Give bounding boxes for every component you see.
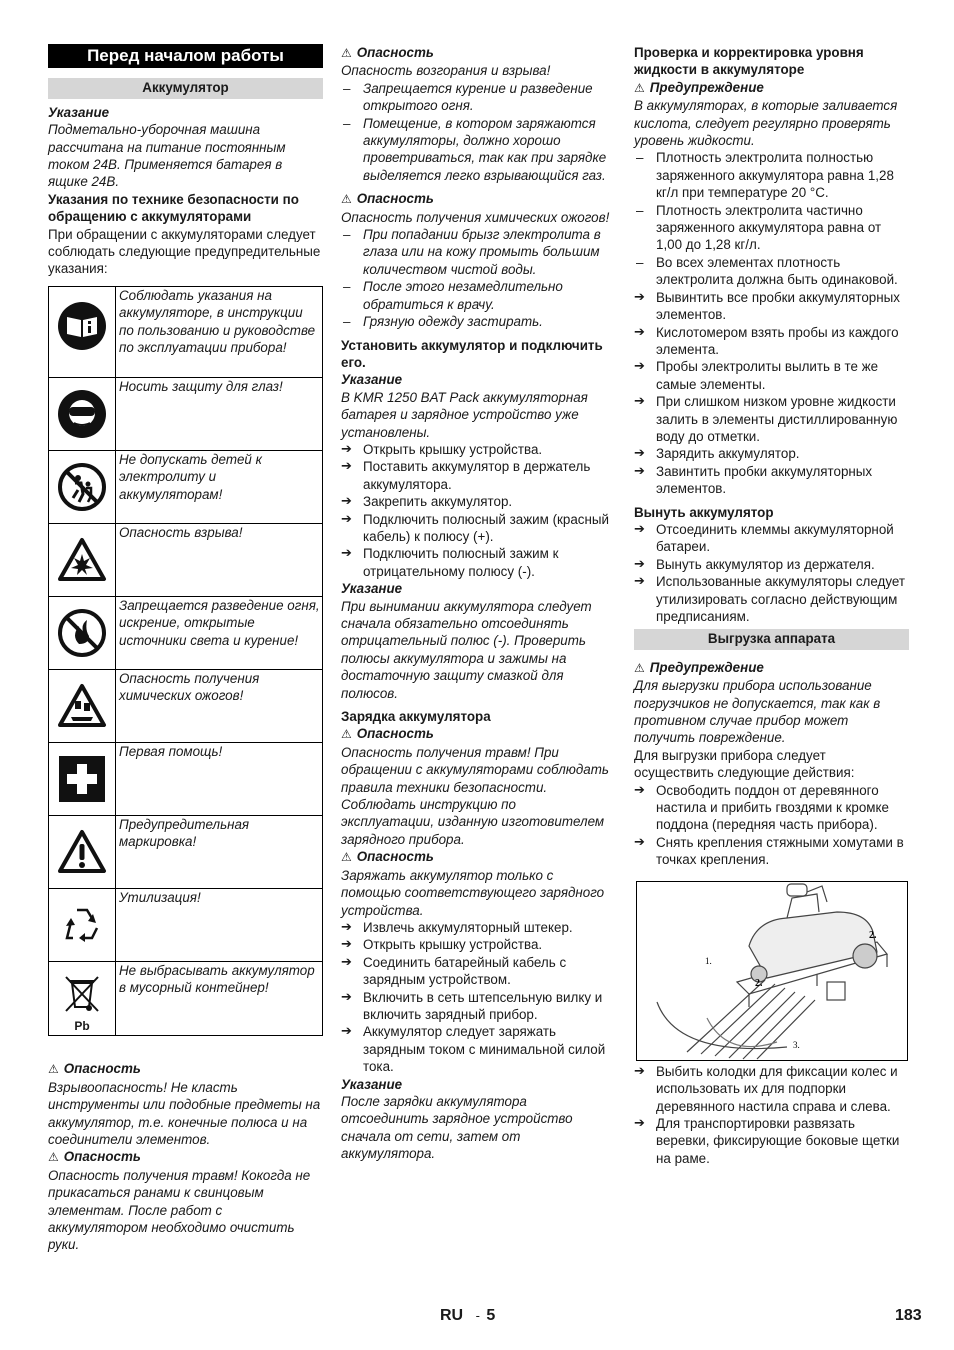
step-item: ➔ Подключить полюсный зажим к отрицательному полюсу (-). — [341, 545, 611, 580]
step-item: ➔ Вывинтить все пробки аккумуляторных элементов. — [634, 289, 909, 324]
step-item: ➔ При слишком низком уровне жидкости залить в элементы дистиллированную воду до отметки. — [634, 393, 909, 445]
step-item: ➔ Аккумулятор следует заряжать зарядным током с минимальной силой тока. — [341, 1023, 611, 1075]
note-text: При вынимании аккумулятора следует сначала обязательно отсоединять отрицательный полюс (-). Проверить полюсы аккумулятора и зажимы на достаточную защиту смазкой для полюсов. — [341, 598, 592, 701]
danger-list — [341, 80, 611, 184]
warning-triangle-icon: ⚠ — [341, 46, 352, 60]
unloading-figure — [636, 881, 908, 1061]
danger-label: Опасность — [356, 45, 434, 60]
symbol-text: Первая помощь! — [116, 742, 323, 815]
step-item: ➔ Снять крепления стяжными хомутами в точках крепления. — [634, 834, 909, 869]
warning-icon — [49, 816, 115, 888]
danger-list — [341, 226, 611, 330]
symbol-text: Носить защиту для глаз! — [116, 377, 323, 450]
column-1 — [48, 44, 323, 1254]
list-item: – Во всех элементах плотность электролита должна быть одинаковой. — [634, 254, 909, 289]
symbols-table — [48, 286, 323, 1036]
list-item: – После этого незамедлительно обратиться к врачу. — [341, 278, 611, 313]
safety-heading: Указания по технике безопасности по обращению с аккумуляторами — [48, 191, 299, 225]
danger-text: Опасность получения травм! При обращении с аккумуляторами соблюдать правила техники безопасности. Соблюдать инструкцию по эксплуатации, изданную изготовителем зарядного прибора. — [341, 744, 609, 847]
column-3 — [634, 44, 909, 1167]
final-steps — [634, 1063, 909, 1167]
warning-label: Предупреждение — [649, 79, 764, 95]
unload-intro: Для выгрузки прибора следует осуществить следующие действия: — [634, 747, 855, 781]
step-item: ➔ Освободить поддон от деревянного настила и прибить гвоздями к кромке поддона (передняя часть прибора). — [634, 782, 909, 834]
symbol-text: Соблюдать указания на аккумуляторе, в инструкции по пользованию и руководстве по эксплуатации прибора! — [116, 286, 323, 377]
step-item: ➔ Использованные аккумуляторы следует утилизировать согласно действующим предписаниям. — [634, 573, 909, 625]
danger-text: Опасность получения травм! Кокогда не прикасаться ранами к свинцовым элементам. После работ с аккумулятором необходимо очистить руки. — [48, 1167, 311, 1253]
charge-steps — [341, 919, 611, 1076]
goggles-icon — [49, 378, 115, 450]
machine-on-ramp-illustration — [637, 882, 907, 1060]
danger-text: Взрывоопасность! Не класть инструменты или подобные предметы на аккумулятор, т.е. конечные полюса и на соединители элементов. — [48, 1079, 321, 1147]
step-item: ➔ Соединить батарейный кабель с зарядным устройством. — [341, 954, 611, 989]
list-item: – Плотность электролита частично заряженного аккумулятора равна от 1,00 до 1,28 кг/л. — [634, 202, 909, 254]
warning-text: В аккумуляторах, в которые заливается кислота, следует регулярно проверять уровень жидкости. — [634, 98, 898, 149]
note-label: Указание — [341, 1076, 403, 1092]
corrosive-icon — [49, 670, 115, 742]
step-item: ➔ Завинтить пробки аккумуляторных элементов. — [634, 463, 909, 498]
step-item: ➔ Выбить колодки для фиксации колес и использовать их для подпорки деревянного настила справа и слева. — [634, 1063, 909, 1115]
warning-text: Для выгрузки прибора использование погрузчиков не допускается, так как в противном случае прибор может получить повреждение. — [634, 678, 881, 746]
danger-label: Опасность — [356, 849, 434, 865]
unload-steps — [634, 782, 909, 869]
symbol-text: Опасность взрыва! — [116, 523, 323, 596]
check-heading: Проверка и корректировка уровня жидкости в аккумуляторе — [634, 45, 864, 78]
warning-triangle-icon: ⚠ — [48, 1062, 59, 1077]
symbol-row — [49, 961, 323, 1035]
local-page-number: 5 — [486, 1307, 496, 1324]
step-item: ➔ Подключить полюсный зажим (красный кабель) к полюсу (+). — [341, 511, 611, 546]
column-2 — [341, 44, 611, 1163]
step-item: ➔ Вынуть аккумулятор из держателя. — [634, 556, 909, 573]
note-text: В KMR 1250 BAT Pack аккумуляторная батарея и зарядное устройство уже установлены. — [341, 389, 588, 440]
symbol-row — [49, 888, 323, 961]
step-item: ➔ Включить в сеть штепсельную вилку и включить зарядный прибор. — [341, 989, 611, 1024]
manual-icon — [49, 287, 115, 365]
danger-text: Опасность возгорания и взрыва! — [341, 63, 551, 79]
note-text: После зарядки аккумулятора отсоединить зарядное устройство сначала от сети, затем от аккумулятора. — [341, 1093, 573, 1162]
warning-triangle-icon: ⚠ — [634, 80, 645, 95]
install-heading: Установить аккумулятор и подключить его. — [341, 337, 603, 370]
section-heading-battery: Аккумулятор — [48, 78, 323, 98]
charge-heading: Зарядка аккумулятора — [341, 709, 491, 725]
footer-separator: - — [475, 1308, 480, 1323]
symbol-row — [49, 523, 323, 596]
symbol-text: Предупредительная маркировка! — [116, 815, 323, 888]
install-steps — [341, 441, 611, 580]
note-label: Указание — [48, 104, 110, 120]
no-children-icon — [49, 451, 115, 523]
list-item: – Запрещается курение и разведение открытого огня. — [341, 80, 611, 115]
list-item: – Плотность электролита полностью заряженного аккумулятора равна 1,28 кг/л при температуре 20 °C. — [634, 149, 909, 201]
symbol-row — [49, 286, 323, 377]
explosion-icon — [49, 524, 115, 596]
symbol-text: Не допускать детей к электролиту и аккумуляторам! — [116, 450, 323, 523]
warning-triangle-icon: ⚠ — [341, 850, 352, 865]
first-aid-icon — [49, 743, 115, 815]
language-code: RU — [440, 1307, 464, 1324]
warning-triangle-icon: ⚠ — [341, 727, 352, 742]
list-item: – При попадании брызг электролита в глаза или на кожу промыть большим количеством чистой воды. — [341, 226, 611, 278]
figure-label: 3. — [793, 1039, 800, 1050]
symbol-text: Утилизация! — [116, 888, 323, 961]
remove-heading: Вынуть аккумулятор — [634, 504, 774, 520]
warning-triangle-icon: ⚠ — [341, 192, 352, 207]
step-item: ➔ Извлечь аккумуляторный штекер. — [341, 919, 611, 936]
section-heading-unload: Выгрузка аппарата — [634, 629, 909, 649]
step-item: ➔ Зарядить аккумулятор. — [634, 445, 909, 462]
warning-label: Предупреждение — [649, 659, 764, 675]
symbol-row — [49, 377, 323, 450]
check-steps — [634, 289, 909, 498]
step-item: ➔ Кислотомером взять пробы из каждого элемента. — [634, 324, 909, 359]
symbol-row — [49, 815, 323, 888]
step-item: ➔ Открыть крышку устройства. — [341, 441, 611, 458]
danger-label: Опасность — [63, 1149, 141, 1165]
page-title: Перед началом работы — [48, 44, 323, 68]
list-item: – Помещение, в котором заряжаются аккумуляторы, должно хорошо проветриваться, так как при зарядке выделяется легко взрывающийся газ. — [341, 115, 611, 185]
figure-label: 1. — [705, 955, 712, 966]
warning-triangle-icon: ⚠ — [48, 1150, 59, 1165]
symbol-text: Опасность получения химических ожогов! — [116, 669, 323, 742]
step-item: ➔ Закрепить аккумулятор. — [341, 493, 611, 510]
symbol-row — [49, 669, 323, 742]
symbol-row — [49, 450, 323, 523]
symbol-row — [49, 596, 323, 669]
safety-intro: При обращении с аккумуляторами следует соблюдать следующие предупредительные указания: — [48, 226, 321, 277]
warning-triangle-icon: ⚠ — [634, 660, 645, 675]
figure-label: 2. — [869, 929, 877, 941]
footer-language — [440, 1307, 495, 1324]
list-item: – Грязную одежду застирать. — [341, 313, 611, 330]
symbol-row — [49, 742, 323, 815]
danger-text: Заряжать аккумулятор только с помощью соответствующего зарядного устройства. — [341, 867, 605, 918]
no-fire-icon — [49, 597, 115, 669]
check-list — [634, 149, 909, 288]
danger-text: Опасность получения химических ожогов! — [341, 209, 610, 225]
crossed-bin-icon — [49, 962, 115, 1018]
recycling-icon — [49, 889, 115, 961]
danger-label: Опасность — [356, 191, 434, 207]
danger-label: Опасность — [63, 1061, 141, 1077]
step-item: ➔ Поставить аккумулятор в держатель аккумулятора. — [341, 458, 611, 493]
step-item: ➔ Для транспортировки развязать веревки, фиксирующие боковые щетки на раме. — [634, 1115, 909, 1167]
note-label: Указание — [341, 581, 403, 597]
step-item: ➔ Пробы электролиты вылить в те же самые элементы. — [634, 358, 909, 393]
step-item: ➔ Отсоединить клеммы аккумуляторной батареи. — [634, 521, 909, 556]
pb-label: Pb — [74, 1018, 90, 1033]
danger-label: Опасность — [356, 726, 434, 742]
figure-label: 2. — [755, 977, 763, 989]
remove-steps — [634, 521, 909, 625]
note-text: Подметально-уборочная машина рассчитана на питание постоянным током 24В. Применяется батарея в ящике 24В. — [48, 122, 286, 190]
page-number: 183 — [895, 1307, 922, 1324]
step-item: ➔ Открыть крышку устройства. — [341, 936, 611, 953]
symbol-text: Не выбрасывать аккумулятор в мусорный контейнер! — [116, 961, 323, 1035]
note-label: Указание — [341, 372, 403, 388]
symbol-text: Запрещается разведение огня, искрение, открытые источники света и курение! — [116, 596, 323, 669]
